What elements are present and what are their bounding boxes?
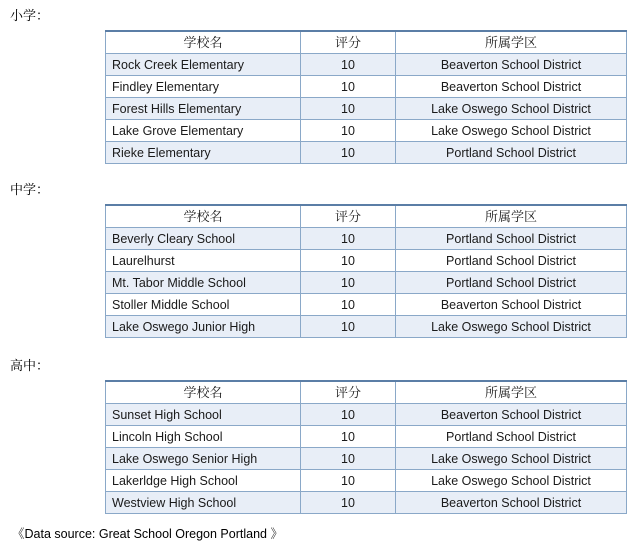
cell-score: 10 bbox=[301, 142, 396, 164]
table-body-high bbox=[106, 404, 627, 514]
cell-school-name: Forest Hills Elementary bbox=[106, 98, 301, 120]
cell-score: 10 bbox=[301, 294, 396, 316]
section-spacer bbox=[10, 164, 617, 182]
table-header-high bbox=[106, 381, 627, 404]
table-body-elementary bbox=[106, 54, 627, 164]
cell-district: Beaverton School District bbox=[396, 404, 627, 426]
cell-school-name: Westview High School bbox=[106, 492, 301, 514]
cell-score: 10 bbox=[301, 98, 396, 120]
table-row bbox=[106, 98, 627, 120]
table-row bbox=[106, 76, 627, 98]
cell-school-name: Mt. Tabor Middle School bbox=[106, 272, 301, 294]
table-header-row bbox=[106, 31, 627, 54]
cell-school-name: Lake Oswego Senior High bbox=[106, 448, 301, 470]
section-label-high: 高中： bbox=[10, 358, 50, 373]
cell-district: Portland School District bbox=[396, 426, 627, 448]
cell-district: Lake Oswego School District bbox=[396, 316, 627, 338]
cell-school-name: Lincoln High School bbox=[106, 426, 301, 448]
cell-score: 10 bbox=[301, 228, 396, 250]
cell-school-name: Sunset High School bbox=[106, 404, 301, 426]
table-row bbox=[106, 272, 627, 294]
cell-school-name: Rieke Elementary bbox=[106, 142, 301, 164]
cell-district: Lake Oswego School District bbox=[396, 448, 627, 470]
cell-district: Lake Oswego School District bbox=[396, 98, 627, 120]
cell-district: Beaverton School District bbox=[396, 294, 627, 316]
table-row bbox=[106, 492, 627, 514]
section-high bbox=[10, 358, 617, 514]
table-row bbox=[106, 404, 627, 426]
cell-district: Portland School District bbox=[396, 228, 627, 250]
section-label-elementary: 小学： bbox=[10, 8, 50, 23]
table-row bbox=[106, 142, 627, 164]
cell-score: 10 bbox=[301, 120, 396, 142]
cell-school-name: Lakerldge High School bbox=[106, 470, 301, 492]
table-row bbox=[106, 250, 627, 272]
table-body-middle bbox=[106, 228, 627, 338]
cell-district: Lake Oswego School District bbox=[396, 470, 627, 492]
column-header-district: 所属学区 bbox=[396, 205, 627, 228]
cell-school-name: Laurelhurst bbox=[106, 250, 301, 272]
cell-district: Beaverton School District bbox=[396, 492, 627, 514]
section-label-middle: 中学： bbox=[10, 182, 50, 197]
table-header-row bbox=[106, 205, 627, 228]
cell-score: 10 bbox=[301, 250, 396, 272]
table-row bbox=[106, 228, 627, 250]
cell-district: Beaverton School District bbox=[396, 76, 627, 98]
cell-score: 10 bbox=[301, 404, 396, 426]
table-header-row bbox=[106, 381, 627, 404]
cell-district: Portland School District bbox=[396, 142, 627, 164]
column-header-score: 评分 bbox=[301, 381, 396, 404]
cell-score: 10 bbox=[301, 492, 396, 514]
table-row bbox=[106, 294, 627, 316]
cell-school-name: Stoller Middle School bbox=[106, 294, 301, 316]
section-elementary bbox=[10, 8, 617, 164]
table-row bbox=[106, 448, 627, 470]
column-header-district: 所属学区 bbox=[396, 381, 627, 404]
column-header-district: 所属学区 bbox=[396, 31, 627, 54]
cell-district: Portland School District bbox=[396, 272, 627, 294]
table-row bbox=[106, 54, 627, 76]
section-spacer bbox=[10, 338, 617, 358]
table-wrapper-middle bbox=[105, 204, 607, 338]
column-header-score: 评分 bbox=[301, 31, 396, 54]
table-row bbox=[106, 120, 627, 142]
cell-school-name: Findley Elementary bbox=[106, 76, 301, 98]
table-row bbox=[106, 470, 627, 492]
cell-district: Beaverton School District bbox=[396, 54, 627, 76]
cell-score: 10 bbox=[301, 316, 396, 338]
cell-score: 10 bbox=[301, 272, 396, 294]
data-source-note: 《Data source: Great School Oregon Portland 》 bbox=[12, 527, 283, 541]
table-wrapper-high bbox=[105, 380, 607, 514]
column-header-school-name: 学校名 bbox=[106, 205, 301, 228]
cell-score: 10 bbox=[301, 426, 396, 448]
cell-score: 10 bbox=[301, 76, 396, 98]
school-table-elementary bbox=[105, 30, 627, 164]
table-row bbox=[106, 316, 627, 338]
cell-school-name: Lake Grove Elementary bbox=[106, 120, 301, 142]
column-header-school-name: 学校名 bbox=[106, 381, 301, 404]
table-row bbox=[106, 426, 627, 448]
cell-school-name: Rock Creek Elementary bbox=[106, 54, 301, 76]
cell-district: Lake Oswego School District bbox=[396, 120, 627, 142]
cell-district: Portland School District bbox=[396, 250, 627, 272]
column-header-score: 评分 bbox=[301, 205, 396, 228]
table-header-middle bbox=[106, 205, 627, 228]
cell-score: 10 bbox=[301, 54, 396, 76]
school-table-middle bbox=[105, 204, 627, 338]
table-wrapper-elementary bbox=[105, 30, 607, 164]
section-middle bbox=[10, 182, 617, 338]
school-table-high bbox=[105, 380, 627, 514]
cell-school-name: Lake Oswego Junior High bbox=[106, 316, 301, 338]
cell-score: 10 bbox=[301, 470, 396, 492]
cell-school-name: Beverly Cleary School bbox=[106, 228, 301, 250]
cell-score: 10 bbox=[301, 448, 396, 470]
column-header-school-name: 学校名 bbox=[106, 31, 301, 54]
table-header-elementary bbox=[106, 31, 627, 54]
